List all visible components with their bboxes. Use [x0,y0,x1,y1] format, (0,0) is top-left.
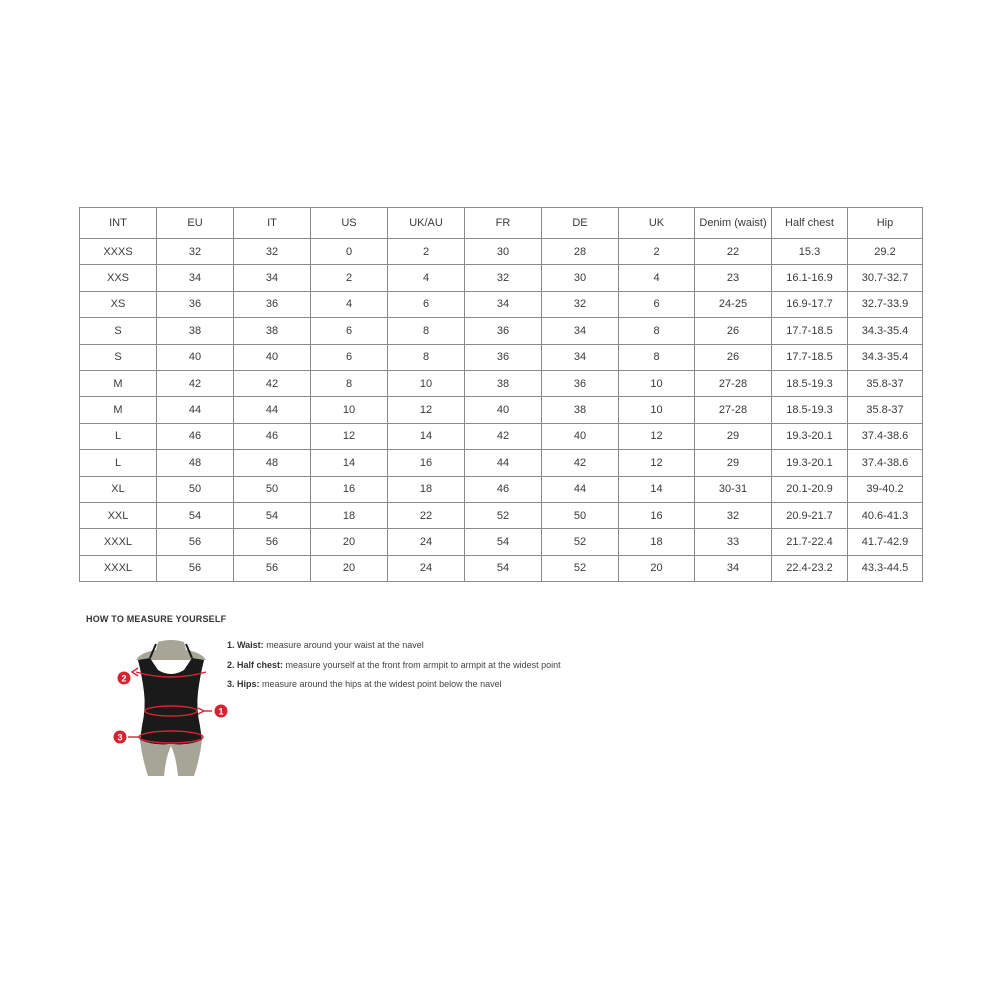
table-cell: 54 [465,529,542,555]
table-cell: 14 [311,450,388,476]
table-cell: 16 [619,502,695,528]
table-cell: 21.7-22.4 [772,529,848,555]
table-cell: 43.3-44.5 [848,555,923,581]
table-cell: 20.1-20.9 [772,476,848,502]
table-cell: 37.4-38.6 [848,450,923,476]
table-cell: 36 [542,370,619,396]
table-cell: 15.3 [772,239,848,265]
table-cell: 35.8-37 [848,370,923,396]
table-cell: 34 [542,344,619,370]
column-header: UK/AU [388,208,465,239]
column-header: DE [542,208,619,239]
table-cell: 18 [388,476,465,502]
column-header: Denim (waist) [695,208,772,239]
table-cell: XXXS [80,239,157,265]
table-cell: 14 [388,423,465,449]
svg-text:3: 3 [117,732,123,743]
measure-step-label: 2. Half chest: [227,659,284,670]
table-cell: 17.7-18.5 [772,344,848,370]
svg-text:1: 1 [218,706,224,717]
table-cell: 29 [695,450,772,476]
table-cell: 38 [157,318,234,344]
table-cell: 30 [542,265,619,291]
table-cell: 34 [695,555,772,581]
table-cell: 41.7-42.9 [848,529,923,555]
table-cell: 33 [695,529,772,555]
table-cell: 46 [157,423,234,449]
table-cell: XXL [80,502,157,528]
table-cell: 50 [542,502,619,528]
table-cell: 40.6-41.3 [848,502,923,528]
table-cell: 16 [388,450,465,476]
table-cell: 44 [465,450,542,476]
table-row [80,318,923,344]
svg-text:2: 2 [121,673,127,684]
table-cell: 46 [234,423,311,449]
table-cell: 6 [388,291,465,317]
table-cell: 38 [234,318,311,344]
table-cell: 44 [542,476,619,502]
table-cell: 34 [157,265,234,291]
table-cell: 32 [157,239,234,265]
size-chart-header [80,208,923,239]
table-cell: XXXL [80,529,157,555]
table-cell: 10 [311,397,388,423]
table-row [80,370,923,396]
measure-step [227,659,561,679]
measure-step [227,678,561,698]
table-cell: 29.2 [848,239,923,265]
table-cell: 14 [619,476,695,502]
table-cell: 26 [695,318,772,344]
table-cell: 32 [465,265,542,291]
table-cell: 0 [311,239,388,265]
table-cell: 36 [465,344,542,370]
table-row [80,265,923,291]
table-row [80,291,923,317]
table-cell: 54 [234,502,311,528]
table-cell: 32 [542,291,619,317]
measure-step-text: measure yourself at the front from armpit to armpit at the widest point [283,659,561,670]
table-cell: 40 [157,344,234,370]
table-cell: 36 [465,318,542,344]
measure-steps-list [227,639,561,698]
marker-1-icon [215,705,228,718]
table-row [80,239,923,265]
table-cell: 46 [465,476,542,502]
mannequin-figure-icon [106,636,236,776]
measure-step [227,639,561,659]
table-cell: 16 [311,476,388,502]
table-cell: 10 [619,397,695,423]
table-cell: 24 [388,555,465,581]
column-header: US [311,208,388,239]
table-cell: 38 [542,397,619,423]
table-cell: 6 [311,344,388,370]
table-cell: 42 [234,370,311,396]
measure-step-text: measure around the hips at the widest point below the navel [259,679,502,689]
column-header: IT [234,208,311,239]
table-cell: 30 [465,239,542,265]
table-cell: 27-28 [695,370,772,396]
table-cell: 34.3-35.4 [848,344,923,370]
table-cell: 40 [542,423,619,449]
table-cell: 34 [542,318,619,344]
table-cell: M [80,397,157,423]
table-cell: 17.7-18.5 [772,318,848,344]
table-cell: 10 [619,370,695,396]
table-cell: 29 [695,423,772,449]
table-cell: S [80,344,157,370]
table-cell: 20.9-21.7 [772,502,848,528]
table-cell: 52 [542,555,619,581]
table-cell: 44 [234,397,311,423]
table-cell: 8 [311,370,388,396]
table-cell: S [80,318,157,344]
table-cell: 40 [234,344,311,370]
table-cell: 18.5-19.3 [772,370,848,396]
table-cell: 30.7-32.7 [848,265,923,291]
table-cell: 35.8-37 [848,397,923,423]
table-cell: 26 [695,344,772,370]
table-cell: 42 [157,370,234,396]
table-cell: 34 [465,291,542,317]
table-cell: 52 [542,529,619,555]
table-cell: 20 [311,529,388,555]
table-cell: 4 [388,265,465,291]
table-cell: 42 [465,423,542,449]
table-cell: 39-40.2 [848,476,923,502]
table-cell: 52 [465,502,542,528]
table-cell: XS [80,291,157,317]
measure-step-label: 1. Waist: [227,640,264,650]
table-cell: 8 [619,344,695,370]
table-cell: 56 [157,555,234,581]
table-cell: 54 [465,555,542,581]
table-cell: 50 [234,476,311,502]
table-cell: 56 [234,555,311,581]
table-row [80,476,923,502]
table-cell: 32 [695,502,772,528]
header-row [80,208,923,239]
table-cell: 56 [157,529,234,555]
table-cell: 22 [695,239,772,265]
table-cell: 4 [311,291,388,317]
table-cell: 50 [157,476,234,502]
table-cell: 2 [619,239,695,265]
table-cell: 18 [311,502,388,528]
mannequin-legs [140,740,202,776]
table-cell: 24 [388,529,465,555]
table-cell: 34 [234,265,311,291]
table-cell: 27-28 [695,397,772,423]
table-cell: 42 [542,450,619,476]
table-cell: 4 [619,265,695,291]
measure-step-label: 3. Hips: [227,679,260,689]
table-cell: 36 [234,291,311,317]
table-cell: L [80,450,157,476]
table-row [80,344,923,370]
table-cell: 48 [157,450,234,476]
table-cell: 54 [157,502,234,528]
table-cell: 19.3-20.1 [772,423,848,449]
table-cell: 18 [619,529,695,555]
measure-title: HOW TO MEASURE YOURSELF [86,614,227,624]
table-cell: 34.3-35.4 [848,318,923,344]
table-cell: 30-31 [695,476,772,502]
table-cell: 32 [234,239,311,265]
table-cell: 23 [695,265,772,291]
table-cell: 56 [234,529,311,555]
table-cell: 19.3-20.1 [772,450,848,476]
table-cell: 12 [311,423,388,449]
table-cell: 6 [311,318,388,344]
table-cell: 12 [388,397,465,423]
table-cell: 12 [619,423,695,449]
table-cell: XXS [80,265,157,291]
column-header: UK [619,208,695,239]
size-chart-table [79,207,923,582]
table-cell: 10 [388,370,465,396]
table-cell: 20 [619,555,695,581]
table-row [80,423,923,449]
table-cell: 8 [388,344,465,370]
table-row [80,555,923,581]
table-cell: M [80,370,157,396]
measure-step-text: measure around your waist at the navel [263,640,424,650]
table-cell: 37.4-38.6 [848,423,923,449]
table-cell: 32.7-33.9 [848,291,923,317]
table-row [80,529,923,555]
table-cell: 16.9-17.7 [772,291,848,317]
how-to-measure-section [86,614,786,784]
column-header: Hip [848,208,923,239]
table-cell: 6 [619,291,695,317]
table-cell: 2 [311,265,388,291]
column-header: EU [157,208,234,239]
table-cell: 48 [234,450,311,476]
size-chart-body [80,239,923,582]
table-cell: 40 [465,397,542,423]
table-cell: 12 [619,450,695,476]
table-cell: XL [80,476,157,502]
table-cell: 18.5-19.3 [772,397,848,423]
column-header: INT [80,208,157,239]
column-header: FR [465,208,542,239]
table-cell: 8 [388,318,465,344]
table-cell: 2 [388,239,465,265]
table-cell: L [80,423,157,449]
table-row [80,450,923,476]
table-cell: 22.4-23.2 [772,555,848,581]
marker-2-icon [118,672,131,685]
marker-3-icon [114,731,127,744]
mannequin-torso-skin [136,640,206,660]
table-row [80,397,923,423]
table-cell: 24-25 [695,291,772,317]
table-cell: 16.1-16.9 [772,265,848,291]
table-cell: 20 [311,555,388,581]
table-cell: 36 [157,291,234,317]
table-cell: 8 [619,318,695,344]
table-cell: XXXL [80,555,157,581]
column-header: Half chest [772,208,848,239]
table-cell: 44 [157,397,234,423]
table-cell: 22 [388,502,465,528]
table-cell: 28 [542,239,619,265]
table-cell: 38 [465,370,542,396]
table-row [80,502,923,528]
